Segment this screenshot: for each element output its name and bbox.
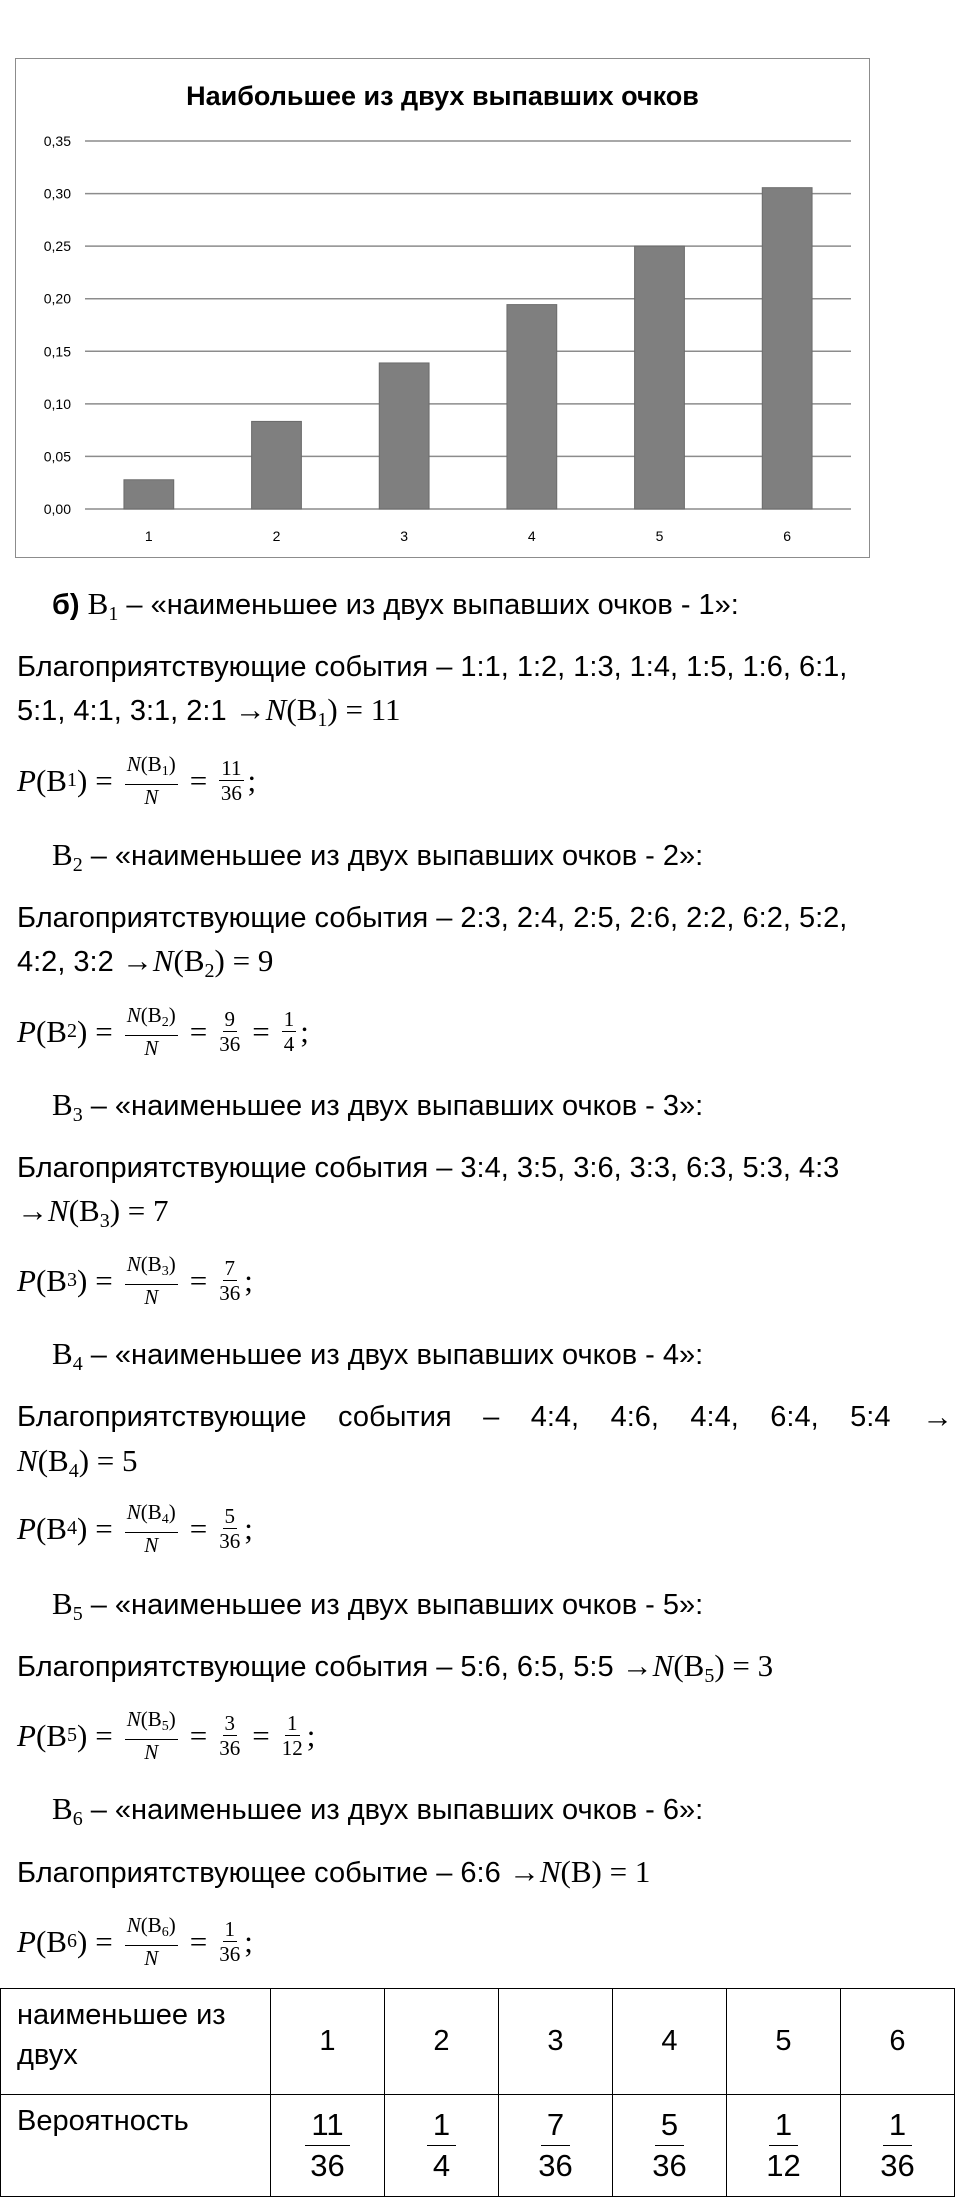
bar [379,363,429,509]
probability-table [0,1988,955,2197]
x-tick-label: 6 [783,528,792,544]
event-b3-count: $\to N(B_3) = 7$ [17,1193,169,1232]
part-label: б) [52,589,80,621]
table-cell-probability: $\frac{5}{36}$ [613,2095,727,2197]
table-cell-probability: $\frac{1}{4}$ [385,2095,499,2197]
event-b5-probability: P ( B 5 ) = $\frac{N(B_5)}{N}$ = $\frac{3}{36}$ = $\frac{1}{12}$ ; [17,1707,316,1764]
event-b3-probability: P ( B 3 ) = $\frac{N(B_3)}{N}$ = $\frac{7}{36}$ ; [17,1252,253,1309]
event-b4-favorable-line1: Благоприятствующие события – 4:4, 4:6, 4:4, 6:4, 5:4 → [17,1399,953,1434]
event-b1-probability: P ( B 1 ) = $\frac{N(B_1)}{N}$ = $\frac{11}{36}$ ; [17,752,257,809]
y-tick-label: 0,10 [43,395,71,412]
table-cell-value: 3 [499,1989,613,2095]
chart-title: Наибольшее из двух выпавших очков [186,81,699,111]
event-b6-favorable-line1: Благоприятствующее событие – 6:6 →N(B) = 1 [17,1854,651,1889]
x-tick-label: 4 [527,528,536,544]
x-tick-label: 2 [272,528,281,544]
table-cell-probability: $\frac{7}{36}$ [499,2095,613,2197]
bar [252,421,302,509]
x-tick-label: 3 [400,528,409,544]
event-b1-favorable-line2: 5:1, 4:1, 3:1, 2:1 $\to N(B_1) = 11$ [17,692,401,731]
table-cell-value: 2 [385,1989,499,2095]
bar [635,246,685,509]
y-tick-label: 0,35 [43,133,71,149]
y-tick-label: 0,00 [43,501,71,517]
bar [507,305,557,509]
event-b4-heading: $B_4$ – «наименьшее из двух выпавших очков - 4»: [52,1336,704,1375]
event-b6-probability: P ( B 6 ) = $\frac{N(B_6)}{N}$ = $\frac{1}{36}$ ; [17,1913,253,1970]
event-b2-favorable-line2: 4:2, 3:2 $\to N(B_2) = 9$ [17,943,274,982]
event-b3-heading: $B_3$ – «наименьшее из двух выпавших очков - 3»: [52,1087,704,1126]
table-header-min: наименьшее из двух [1,1989,271,2095]
table-cell-value: 1 [271,1989,385,2095]
event-b2-favorable-line1: Благоприятствующие события – 2:3, 2:4, 2:5, 2:6, 2:2, 6:2, 5:2, [17,902,848,934]
event-b3-favorable-line1: Благоприятствующие события – 3:4, 3:5, 3:6, 3:3, 6:3, 5:3, 4:3 [17,1152,840,1184]
table-header-probability: Вероятность [1,2095,271,2197]
bar-chart [15,58,870,558]
table-cell-value: 4 [613,1989,727,2095]
event-b6-heading: $B_6$ – «наименьшее из двух выпавших очков - 6»: [52,1791,704,1830]
event-b5-favorable-line1: Благоприятствующие события – 5:6, 6:5, 5:5 $\to N(B_5) = 3$ [17,1648,774,1687]
table-row-values [1,1989,955,2095]
event-b5-heading: $B_5$ – «наименьшее из двух выпавших очков - 5»: [52,1586,704,1625]
y-tick-label: 0,30 [43,185,71,202]
table-cell-probability: $\frac{1}{12}$ [727,2095,841,2197]
table-row-probabilities [1,2095,955,2197]
event-b1-favorable-line1: Благоприятствующие события – 1:1, 1:2, 1:3, 1:4, 1:5, 1:6, 6:1, [17,651,848,683]
table-cell-probability: $\frac{1}{36}$ [841,2095,955,2197]
y-tick-label: 0,20 [43,290,71,307]
table-cell-value: 5 [727,1989,841,2095]
event-b1-heading [52,583,739,635]
event-b2-heading: $B_2$ – «наименьшее из двух выпавших очков - 2»: [52,837,704,876]
y-tick-label: 0,05 [43,448,71,465]
table-cell-probability: $\frac{11}{36}$ [271,2095,385,2197]
y-tick-label: 0,25 [43,238,71,255]
event-b4-count: $N(B_4) = 5$ [17,1443,138,1482]
bar [762,188,812,509]
event-b4-probability: P ( B 4 ) = $\frac{N(B_4)}{N}$ = $\frac{5}{36}$ ; [17,1500,253,1557]
event-b2-probability: P ( B 2 ) = $\frac{N(B_2)}{N}$ = $\frac{9}{36}$ = $\frac{1}{4}$ ; [17,1003,309,1060]
x-tick-label: 1 [144,528,153,544]
event-b1-desc: – «наименьшее из двух выпавших очков - 1»: [118,589,739,621]
y-tick-label: 0,15 [43,343,71,360]
chart-plot [16,59,868,556]
table-cell-value: 6 [841,1989,955,2095]
x-tick-label: 5 [655,528,664,544]
bar [124,480,174,509]
event-b1-symbol: $B_1$ [87,586,119,625]
